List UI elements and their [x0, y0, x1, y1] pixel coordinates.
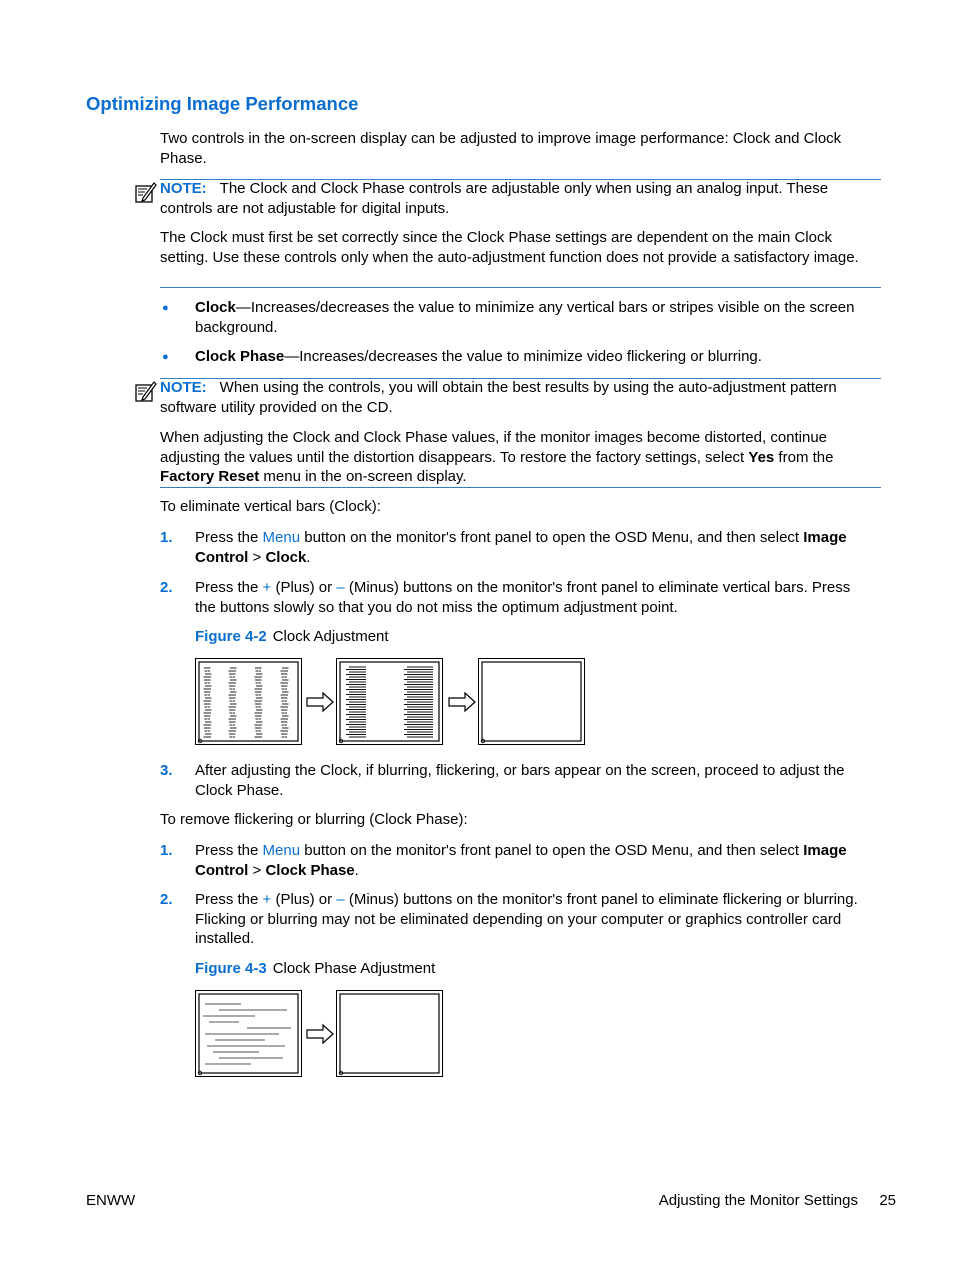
note-text: When using the controls, you will obtain the best results by using the auto-adjustment pattern software utility provided on the CD.	[160, 379, 837, 416]
clock-phase-adjustment-figure	[195, 990, 445, 1078]
paragraph-text: When adjusting the Clock and Clock Phase values, if the monitor images become distorted, continue adjusting the values until the distortion disappears. To restore the factory settings, select	[160, 429, 828, 466]
figure-label: Figure 4-2	[195, 628, 267, 645]
footer-section-title: Adjusting the Monitor Settings	[658, 1192, 858, 1209]
step-number: 3.	[160, 762, 173, 779]
note-label: NOTE:	[160, 379, 207, 396]
image-control-term: Image Control	[195, 529, 847, 566]
note-pencil-icon	[134, 180, 158, 204]
yes-term: Yes	[748, 448, 775, 466]
plus-button-ref: +	[262, 579, 272, 596]
intro-paragraph: Two controls in the on-screen display can be adjusted to improve image performance: Clock and Clock Phase.	[160, 130, 842, 167]
note-pencil-icon	[134, 379, 158, 403]
phase-intro: To remove flickering or blurring (Clock Phase):	[160, 811, 468, 828]
footer-left: ENWW	[86, 1192, 136, 1209]
clock-step-2	[195, 578, 875, 617]
step-number: 2.	[160, 891, 173, 908]
figure-caption	[195, 959, 435, 979]
bullet-item-clock-phase	[195, 347, 875, 367]
note-2	[160, 378, 882, 417]
step-number: 2.	[160, 579, 173, 596]
separator: >	[248, 548, 266, 566]
bullet-marker: ●	[162, 302, 169, 314]
factory-reset-term: Factory Reset	[160, 468, 260, 486]
step-text: button on the monitor's front panel to open the OSD Menu, and then select	[300, 529, 804, 546]
menu-button-ref: Menu	[262, 842, 301, 859]
monitor-dense-bars	[337, 659, 443, 745]
plus-button-ref: +	[262, 891, 272, 908]
figure-label: Figure 4-3	[195, 960, 267, 977]
step-text: Press the	[195, 891, 263, 908]
bullet-text: —Increases/decreases the value to minimize video flickering or blurring.	[284, 348, 762, 365]
clock-adjustment-figure	[195, 658, 587, 746]
phase-step-2	[195, 890, 875, 949]
figure-title: Clock Phase Adjustment	[272, 960, 436, 977]
step-text: button on the monitor's front panel to open the OSD Menu, and then select	[300, 842, 804, 859]
step-text: .	[306, 548, 311, 566]
image-control-term: Image Control	[195, 842, 847, 879]
note-1	[160, 179, 882, 218]
step-text: (Plus) or	[271, 579, 337, 596]
figure-caption	[195, 627, 389, 647]
bullet-marker: ●	[162, 351, 169, 363]
monitor-vertical-bars	[196, 659, 302, 745]
clock-step-3: After adjusting the Clock, if blurring, flickering, or bars appear on the screen, proceed to adjust the Clock Phase.	[195, 762, 845, 799]
paragraph-text: from the	[774, 448, 834, 466]
step-text: Press the	[195, 529, 263, 546]
page-number: 25	[879, 1192, 896, 1209]
step-text: Press the	[195, 842, 263, 859]
figure-title: Clock Adjustment	[272, 628, 389, 645]
monitor-clear-screen	[479, 659, 585, 745]
note-2-paragraph	[160, 428, 882, 487]
bullet-item-clock	[195, 298, 875, 337]
monitor-blurred-lines	[196, 991, 302, 1077]
step-number: 1.	[160, 842, 173, 859]
clock-intro: To eliminate vertical bars (Clock):	[160, 498, 381, 515]
note-label: NOTE:	[160, 180, 207, 197]
bullet-text: —Increases/decreases the value to minimize any vertical bars or stripes visible on the screen background.	[195, 299, 855, 336]
note-bottom-rule	[160, 487, 881, 488]
monitor-clear-screen	[337, 991, 443, 1077]
right-arrow-icon	[307, 1025, 333, 1043]
note-1-paragraph: The Clock must first be set correctly since the Clock Phase settings are dependent on the main Clock setting. Use these controls only when the auto-adjustment function does not provide a satisfactory image.	[160, 229, 859, 266]
note-bottom-rule	[160, 287, 881, 288]
minus-button-ref: –	[336, 891, 345, 908]
step-text: (Plus) or	[271, 891, 337, 908]
phase-step-1	[195, 841, 875, 880]
clock-term: Clock	[265, 548, 307, 566]
clock-phase-term: Clock Phase	[265, 861, 355, 879]
right-arrow-icon	[449, 693, 475, 711]
step-text: Press the	[195, 579, 263, 596]
note-text: The Clock and Clock Phase controls are adjustable only when using an analog input. These controls are not adjustable for digital inputs.	[160, 180, 829, 217]
menu-button-ref: Menu	[262, 529, 301, 546]
paragraph-text: menu in the on-screen display.	[259, 468, 467, 486]
right-arrow-icon	[307, 693, 333, 711]
minus-button-ref: –	[336, 579, 345, 596]
step-text: (Minus) buttons on the monitor's front panel to eliminate flickering or blurring. Flicking or blurring may not be eliminated depending on your computer or graphics controller card installed.	[195, 891, 858, 948]
step-text: .	[354, 861, 359, 879]
clock-step-1	[195, 528, 875, 567]
step-number: 1.	[160, 529, 173, 546]
step-text: (Minus) buttons on the monitor's front panel to eliminate vertical bars. Press the buttons slowly so that you do not miss the optimum adjustment point.	[195, 579, 851, 616]
bullet-term: Clock	[195, 299, 236, 316]
separator: >	[248, 861, 266, 879]
page-heading: Optimizing Image Performance	[86, 93, 359, 114]
bullet-term: Clock Phase	[195, 348, 285, 365]
